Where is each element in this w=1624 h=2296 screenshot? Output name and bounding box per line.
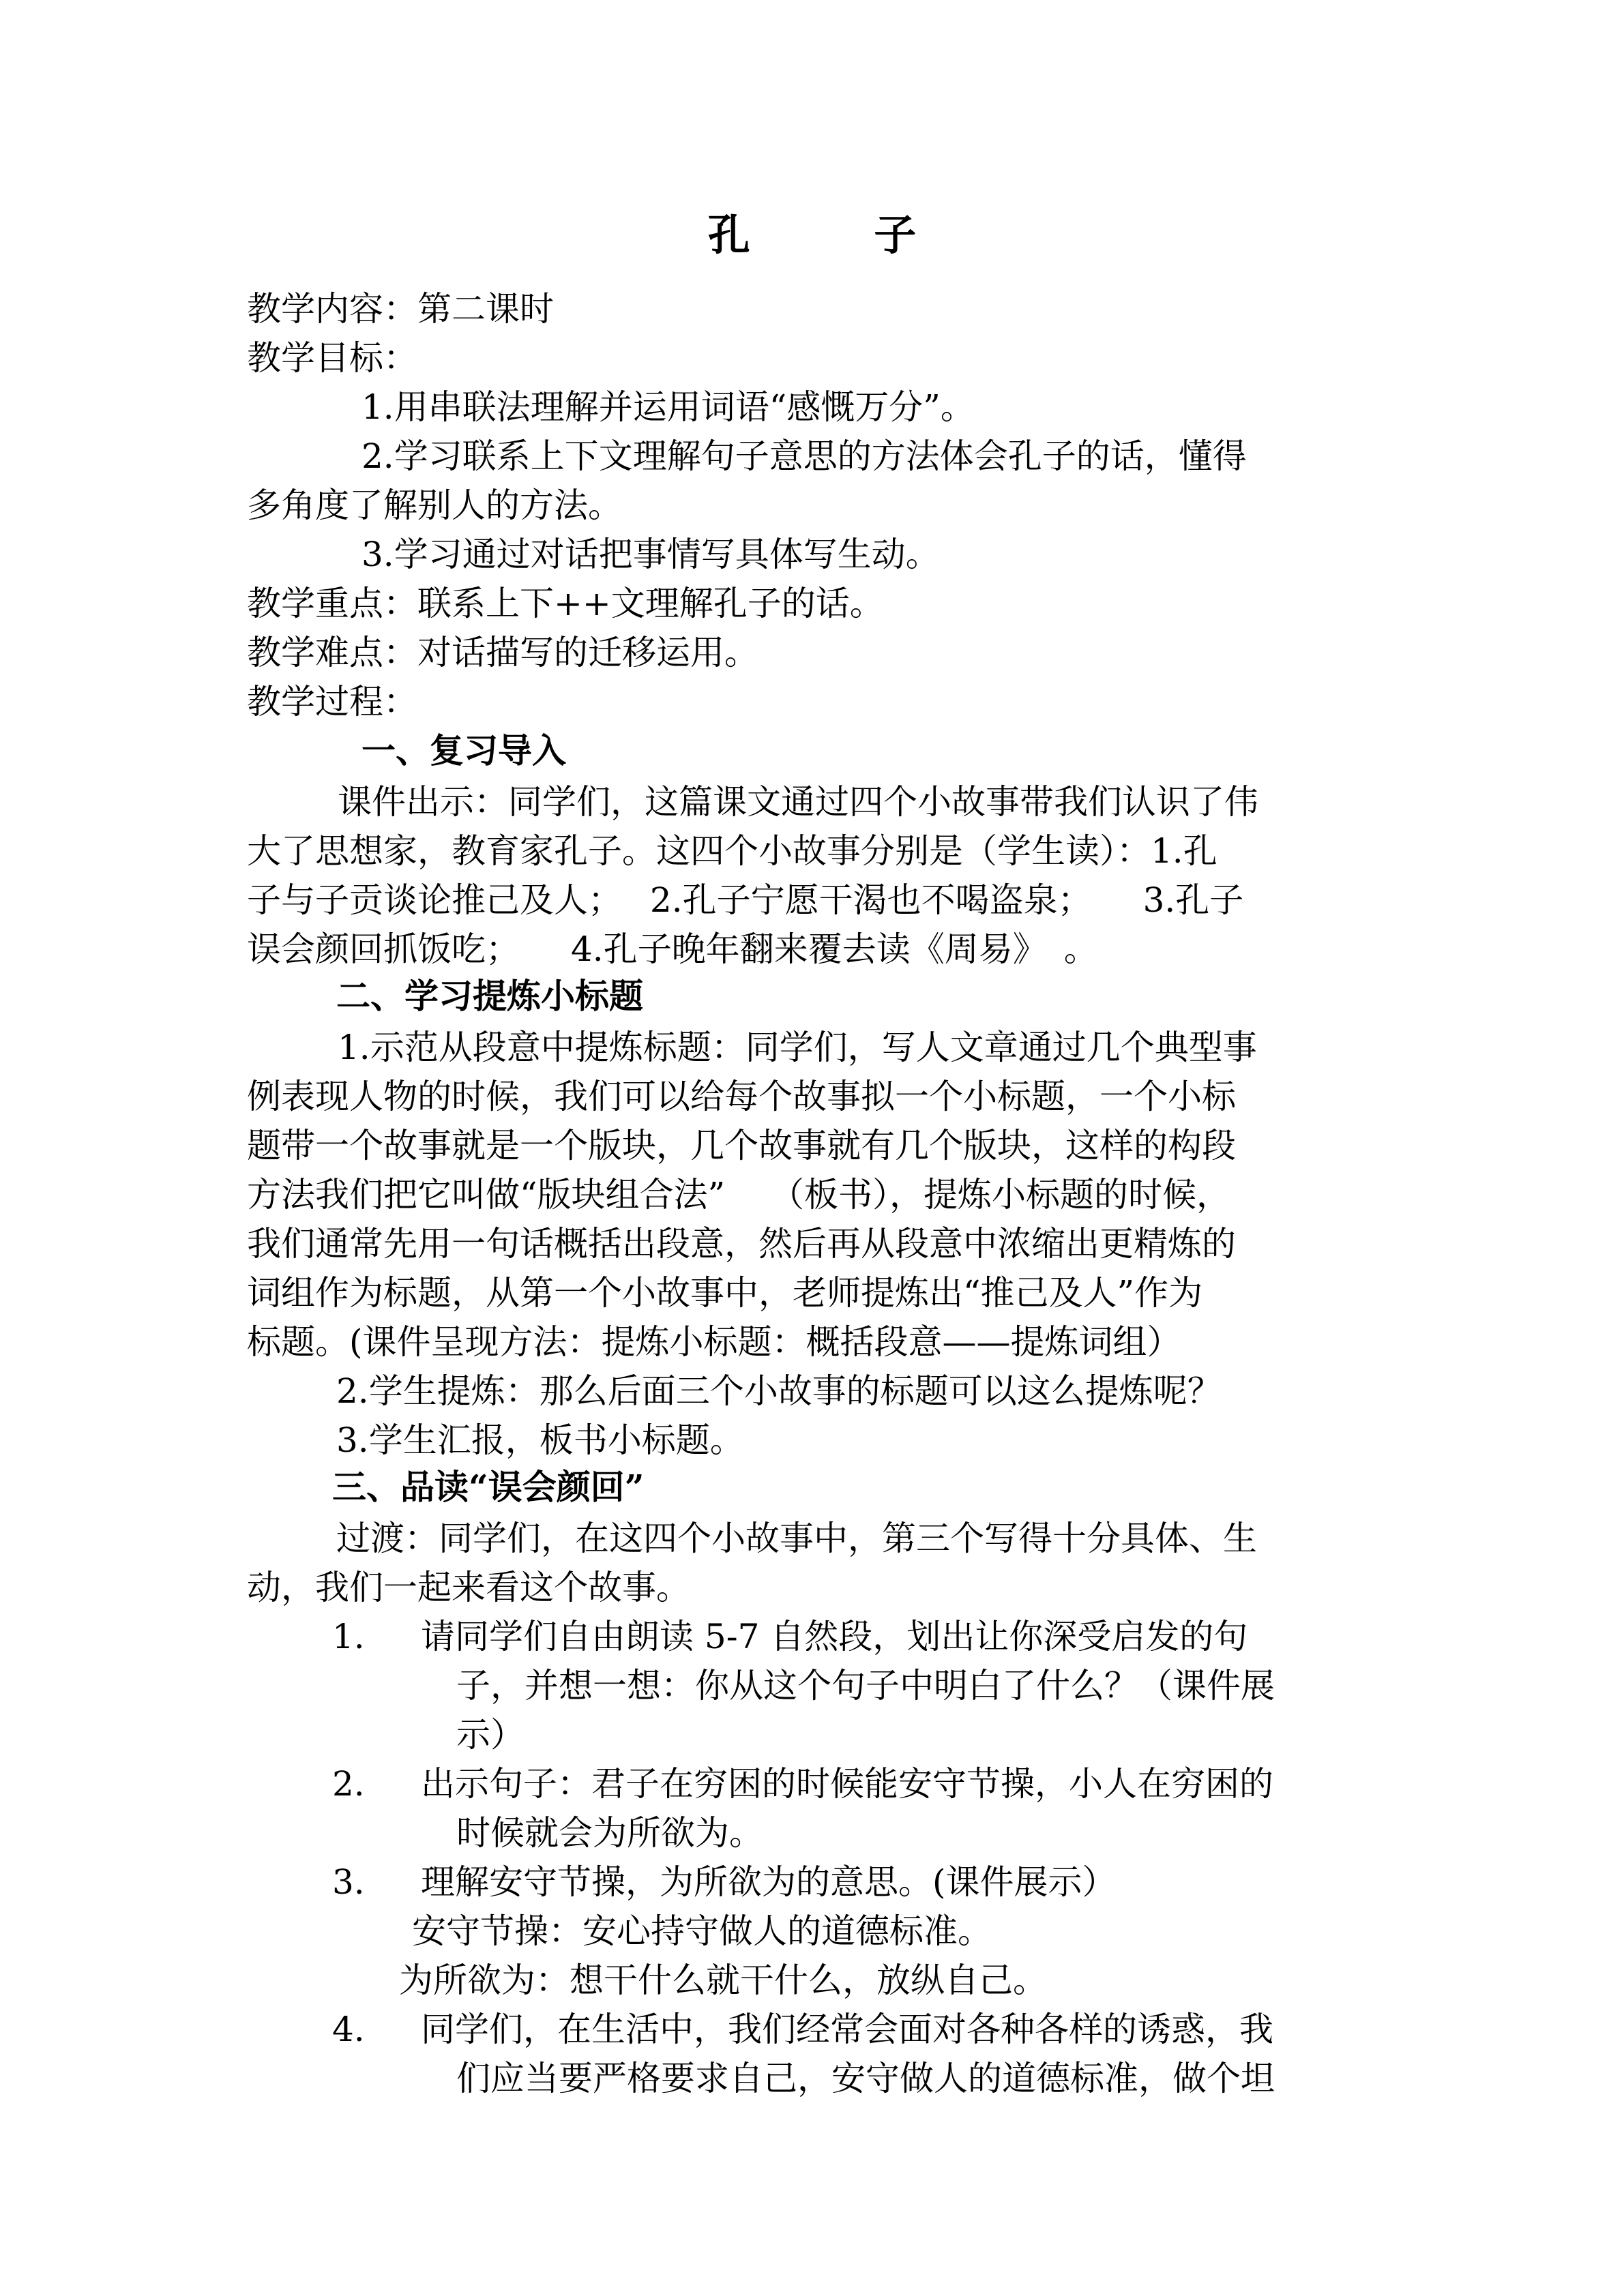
list-item-4 [332, 2006, 1273, 2053]
section-1-line: 子与子贡谈论推己及人； 2.孔子宁愿干渴也不喝盗泉； 3.孔子 [247, 880, 1244, 920]
list-item-3 [332, 1858, 1117, 1906]
section-2-line: 题带一个故事就是一个版块，几个故事就有几个版块，这样的构段 [247, 1126, 1236, 1165]
section-2-line: 标题。(课件呈现方法：提炼小标题：概括段意——提炼词组） [247, 1322, 1181, 1362]
section-2-line: 我们通常先用一句话概括出段意，然后再从段意中浓缩出更精炼的 [247, 1224, 1236, 1264]
section-1-line: 误会颜回抓饭吃； 4.孔子晚年翻来覆去读《周易》 。 [247, 929, 1098, 969]
list-item-text: 同学们，在生活中，我们经常会面对各种各样的诱惑，我 [421, 2010, 1273, 2049]
section-2-line: 例表现人物的时候，我们可以给每个故事拟一个小标题，一个小标 [247, 1077, 1236, 1116]
section-2-line: 词组作为标题，从第一个小故事中，老师提炼出“推己及人”作为 [247, 1273, 1203, 1313]
list-item-1-cont: 子，并想一想：你从这个句子中明白了什么？（课件展 [456, 1666, 1275, 1705]
process-label: 教学过程： [247, 682, 417, 721]
teaching-content: 教学内容：第二课时 [247, 289, 554, 329]
section-2-line: 3.学生汇报，板书小标题。 [336, 1420, 744, 1460]
page-title: 孔 子 [707, 210, 971, 260]
list-item-text: 出示句子：君子在穷困的时候能安守节操，小人在穷困的 [421, 1764, 1273, 1804]
section-3-heading: 三、品读“误会颜回” [332, 1467, 645, 1507]
section-2-line: 1.示范从段意中提炼标题：同学们，写人文章通过几个典型事 [338, 1028, 1257, 1067]
section-2-heading: 二、学习提炼小标题 [336, 976, 643, 1016]
goal-2-line-1: 2.学习联系上下文理解句子意思的方法体会孔子的话，懂得 [361, 436, 1247, 476]
section-2-line: 2.学生提炼：那么后面三个小故事的标题可以这么提炼呢？ [336, 1371, 1222, 1411]
list-item-1 [332, 1613, 1247, 1660]
definition-line: 安守节操：安心持守做人的道德标准。 [412, 1911, 992, 1951]
difficulty: 教学难点：对话描写的迁移运用。 [247, 633, 758, 672]
section-1-line: 大了思想家，教育家孔子。这四个小故事分别是（学生读）：1.孔 [247, 831, 1217, 871]
list-item-number: 1. [332, 1617, 365, 1656]
list-item-number: 3. [332, 1862, 365, 1902]
definition-line: 为所欲为：想干什么就干什么，放纵自己。 [399, 1960, 1047, 2000]
key-point: 教学重点：联系上下++文理解孔子的话。 [247, 584, 884, 623]
list-item-text: 请同学们自由朗读 5-7 自然段，划出让你深受启发的句 [421, 1617, 1248, 1656]
goal-3: 3.学习通过对话把事情写具体写生动。 [361, 535, 940, 574]
list-item-number: 2. [332, 1764, 365, 1804]
section-3-line: 动，我们一起来看这个故事。 [247, 1568, 690, 1607]
list-item-4-cont: 们应当要严格要求自己，安守做人的道德标准，做个坦 [456, 2059, 1275, 2098]
section-1-heading: 一、复习导入 [361, 730, 566, 771]
goal-2-line-2: 多角度了解别人的方法。 [247, 486, 622, 525]
section-3-line: 过渡：同学们，在这四个小故事中，第三个写得十分具体、生 [336, 1519, 1257, 1558]
teaching-goals-label: 教学目标： [247, 338, 417, 378]
list-item-text: 理解安守节操，为所欲为的意思。(课件展示） [421, 1862, 1117, 1902]
list-item-2 [332, 1760, 1273, 1808]
section-1-line: 课件出示：同学们，这篇课文通过四个小故事带我们认识了伟 [338, 782, 1258, 822]
goal-1: 1.用串联法理解并运用词语“感慨万分”。 [361, 387, 975, 427]
section-2-line: 方法我们把它叫做“版块组合法” （板书），提炼小标题的时候， [247, 1175, 1231, 1214]
list-item-number: 4. [332, 2010, 365, 2049]
list-item-1-cont: 示） [456, 1715, 525, 1755]
list-item-2-cont: 时候就会为所欲为。 [456, 1813, 763, 1853]
